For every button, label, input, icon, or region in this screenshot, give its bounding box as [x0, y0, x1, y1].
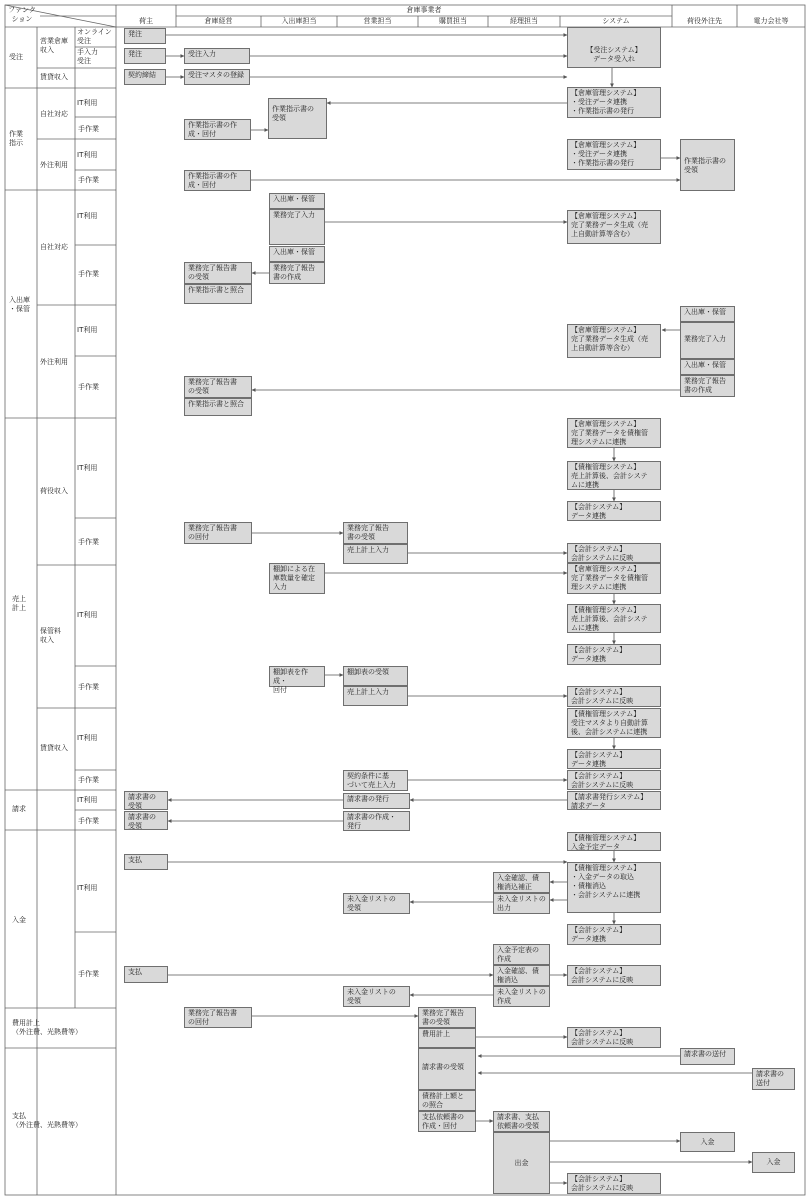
column-warehouse-management: 倉庫経営 — [204, 17, 233, 25]
func-billing: 請求 — [12, 805, 26, 813]
column-accounting-staff: 経理担当 — [510, 17, 538, 25]
step-sales-entry-2: 売上計上入力 — [343, 686, 408, 706]
step-unpaid-list-receive-2: 未入金リストの 受領 — [343, 986, 410, 1007]
column-shipper: 荷主 — [139, 17, 153, 25]
func-order-manual: 手入力 受注 — [77, 48, 98, 65]
step-wi-reconcile-2: 作業指示書と照合 — [184, 398, 252, 416]
func-wi-inhouse-it: IT利用 — [77, 99, 98, 107]
func-order-warehouse-income: 営業倉庫 収入 — [40, 37, 68, 54]
sys-accounting-link-2: 【会計システム】 データ連携 — [567, 644, 661, 665]
sys-wms-to-ar-1: 【倉庫管理システム】 完了業務データを債権管 理システムに連携 — [567, 418, 661, 448]
sys-accounting-reflect-6: 【会計システム】 会計システムに反映 — [567, 1173, 661, 1194]
sys-invoice-issue: 【請求書発行システム】 請求データ — [567, 791, 661, 810]
sys-wms-order-link-2: 【倉庫管理システム】 ・受注データ連携 ・作業指示書の発行 — [567, 139, 661, 170]
step-debt-reconcile: 債務計上額と の照合 — [418, 1090, 476, 1111]
step-complete-report-send: 業務完了報告書 の回付 — [184, 522, 252, 544]
func-expense: 費用計上 （外注費、光熱費等） — [12, 1019, 82, 1036]
column-power-company: 電力会社等 — [753, 17, 789, 25]
func-inout-inhouse-manual: 手作業 — [78, 270, 99, 278]
sys-accounting-link-4: 【会計システム】 データ連携 — [567, 924, 661, 945]
func-payment-in: 入金 — [12, 916, 26, 924]
step-payment-shipper-2: 支払 — [124, 966, 168, 983]
step-invoice-send-contractor: 請求書の送付 — [680, 1048, 735, 1065]
func-inout-inhouse: 自社対応 — [40, 243, 68, 251]
step-invoice-issue: 請求書の発行 — [343, 793, 410, 809]
step-wi-receive-contractor: 作業指示書の 受領 — [680, 139, 735, 191]
sys-accounting-reflect-4: 【会計システム】 会計システムに反映 — [567, 965, 661, 986]
step-receipt-contractor: 入金 — [680, 1132, 735, 1152]
step-payment-request-create: 支払依頼書の 作成・回付 — [418, 1111, 476, 1132]
func-inout-outsource-it: IT利用 — [77, 326, 98, 334]
func-order-online: オンライン 受注 — [77, 28, 112, 45]
step-inventory-sheet-create: 棚卸表を作成・ 回付 — [269, 666, 325, 687]
step-receipt-check-correct: 入金確認、債 権消込補正 — [493, 872, 550, 893]
sys-wms-order-link-1: 【倉庫管理システム】 ・受注データ連携 ・作業指示書の発行 — [567, 87, 661, 118]
step-sales-entry-1: 売上計上入力 — [343, 544, 408, 564]
sys-accounting-reflect-1: 【会計システム】 会計システムに反映 — [567, 543, 661, 563]
step-complete-report-receive-purchasing: 業務完了報告 書の受領 — [418, 1007, 476, 1028]
step-complete-entry-contractor: 業務完了入力 — [680, 322, 735, 359]
step-expected-receipt-create: 入金予定表の 作成 — [493, 944, 550, 965]
step-invoice-create: 請求書の作成・ 発行 — [343, 811, 410, 831]
sys-order-receive: 【受注システム】 データ受入れ — [567, 27, 661, 68]
sys-wms-complete-data-2: 【倉庫管理システム】 完了業務データ生成（売 上自動計算等含む） — [567, 324, 661, 358]
step-payment-request-receive: 請求書、支払 依頼書の受領 — [493, 1111, 550, 1132]
step-wi-create: 作業指示書の作 成・回付 — [184, 119, 251, 140]
step-complete-entry: 業務完了入力 — [269, 209, 325, 245]
func-sales: 売上 計上 — [12, 595, 26, 612]
sys-accounting-reflect-5: 【会計システム】 会計システムに反映 — [567, 1027, 661, 1048]
func-sales-rental-it: IT利用 — [77, 734, 98, 742]
step-wi-create-outsource: 作業指示書の作 成・回付 — [184, 170, 251, 191]
sys-wms-to-ar-2: 【倉庫管理システム】 完了業務データを債権管 理システムに連携 — [567, 563, 661, 594]
sys-accounting-link-1: 【会計システム】 データ連携 — [567, 501, 661, 521]
step-order-master: 受注マスタの登録 — [184, 69, 250, 85]
func-sales-storage-manual: 手作業 — [78, 683, 99, 691]
func-sales-cargo-manual: 手作業 — [78, 538, 99, 546]
func-wi-outsource: 外注利用 — [40, 161, 68, 169]
func-inout-outsource: 外注利用 — [40, 358, 68, 366]
step-inout-outsource-manual: 入出庫・保管 — [680, 359, 735, 375]
func-wi-outsource-manual: 手作業 — [78, 176, 99, 184]
sys-wms-complete-data-1: 【倉庫管理システム】 完了業務データ生成（売 上自動計算等含む） — [567, 210, 661, 244]
function-header-label: ファンクション — [8, 6, 36, 23]
sys-ar-calc-1: 【債権管理システム】 売上計算後、会計システ ムに連携 — [567, 461, 661, 490]
step-unpaid-list-output: 未入金リストの 出力 — [493, 893, 550, 914]
step-unpaid-list-create: 未入金リストの 作成 — [493, 986, 550, 1007]
func-sales-storage-it: IT利用 — [77, 611, 98, 619]
step-receipt-check: 入金確認、債 権消込 — [493, 965, 550, 986]
func-payment-out: 支払 （外注費、光熱費等） — [12, 1112, 82, 1129]
step-inout-inhouse-manual: 入出庫・保管 — [269, 246, 325, 262]
sys-accounting-link-3: 【会計システム】 データ連携 — [567, 749, 661, 769]
func-sales-cargo: 荷役収入 — [40, 487, 68, 495]
step-complete-report-create-contractor: 業務完了報告 書の作成 — [680, 375, 735, 397]
step-expense-entry: 費用計上 — [418, 1028, 476, 1048]
step-order-entry: 受注入力 — [184, 48, 250, 64]
step-inventory-confirm: 棚卸による在 庫数量を確定 入力 — [269, 563, 325, 594]
step-invoice-receive-2: 請求書の 受領 — [124, 811, 168, 830]
column-warehouse-operator: 倉庫事業者 — [406, 6, 442, 14]
func-inout: 入出庫 ・保管 — [9, 296, 30, 313]
func-wi-inhouse: 自社対応 — [40, 110, 68, 118]
sys-ar-calc-2: 【債権管理システム】 売上計算後、会計システ ムに連携 — [567, 604, 661, 633]
func-billing-it: IT利用 — [77, 796, 98, 804]
step-wi-reconcile: 作業指示書と照合 — [184, 284, 252, 304]
func-sales-cargo-it: IT利用 — [77, 464, 98, 472]
column-sales-staff: 営業担当 — [363, 17, 392, 25]
func-sales-rental: 賃貸収入 — [40, 744, 68, 752]
func-wi-outsource-it: IT利用 — [77, 151, 98, 159]
step-contract: 契約締結 — [124, 69, 166, 85]
step-order-online: 発注 — [124, 28, 166, 44]
func-sales-storage: 保管料 収入 — [40, 627, 61, 644]
step-inout-inhouse-it: 入出庫・保管 — [269, 193, 325, 209]
step-inout-outsource-it: 入出庫・保管 — [680, 306, 735, 322]
step-complete-report-send-expense: 業務完了報告書 の回付 — [184, 1007, 252, 1028]
step-inventory-sheet-receive: 棚卸表の受領 — [343, 666, 408, 686]
func-order: 受注 — [9, 53, 23, 61]
step-invoice-receive-purchasing: 請求書の受領 — [418, 1048, 476, 1090]
step-payment-shipper-1: 支払 — [124, 854, 168, 870]
step-receipt-power: 入金 — [752, 1152, 795, 1173]
step-complete-report-receive: 業務完了報告書 の受領 — [184, 262, 252, 284]
step-complete-report-receive-sales: 業務完了報告 書の受領 — [343, 522, 408, 544]
sys-accounting-reflect-2: 【会計システム】 会計システムに反映 — [567, 686, 661, 707]
func-work-instruction: 作業 指示 — [9, 130, 23, 147]
func-wi-inhouse-manual: 手作業 — [78, 125, 99, 133]
func-inout-outsource-manual: 手作業 — [78, 383, 99, 391]
step-complete-report-receive-2: 業務完了報告書 の受領 — [184, 376, 252, 398]
func-billing-manual: 手作業 — [78, 817, 99, 825]
step-unpaid-list-receive-1: 未入金リストの 受領 — [343, 893, 410, 914]
column-system: システム — [602, 17, 630, 25]
step-disbursement: 出金 — [493, 1132, 550, 1194]
sys-ar-auto-calc: 【債権管理システム】 受注マスタより自動計算 後、会計システムに連携 — [567, 708, 661, 738]
column-cargo-contractor: 荷役外注先 — [687, 17, 722, 25]
sys-accounting-reflect-3: 【会計システム】 会計システムに反映 — [567, 770, 661, 790]
func-payment-in-it: IT利用 — [77, 884, 98, 892]
func-payment-in-manual: 手作業 — [78, 970, 99, 978]
func-order-rental: 賃貸収入 — [40, 73, 68, 81]
sys-ar-expected-receipt: 【債権管理システム】 入金予定データ — [567, 832, 661, 851]
step-order-manual: 発注 — [124, 48, 166, 64]
step-contract-sales-entry: 契約条件に基 づいて売上入力 — [343, 770, 408, 791]
column-purchasing-staff: 購買担当 — [439, 17, 467, 25]
step-invoice-send-power: 請求書の 送付 — [752, 1068, 795, 1090]
step-invoice-receive-1: 請求書の 受領 — [124, 791, 168, 810]
step-wi-receive: 作業指示書の 受領 — [268, 98, 327, 139]
sys-ar-receipt-import: 【債権管理システム】 ・入金データの取込 ・債権消込 ・会計システムに連携 — [567, 862, 661, 913]
step-complete-report-create: 業務完了報告 書の作成 — [269, 262, 325, 284]
column-inout-staff: 入出庫担当 — [281, 17, 317, 25]
func-inout-inhouse-it: IT利用 — [77, 212, 98, 220]
func-sales-rental-manual: 手作業 — [78, 776, 99, 784]
